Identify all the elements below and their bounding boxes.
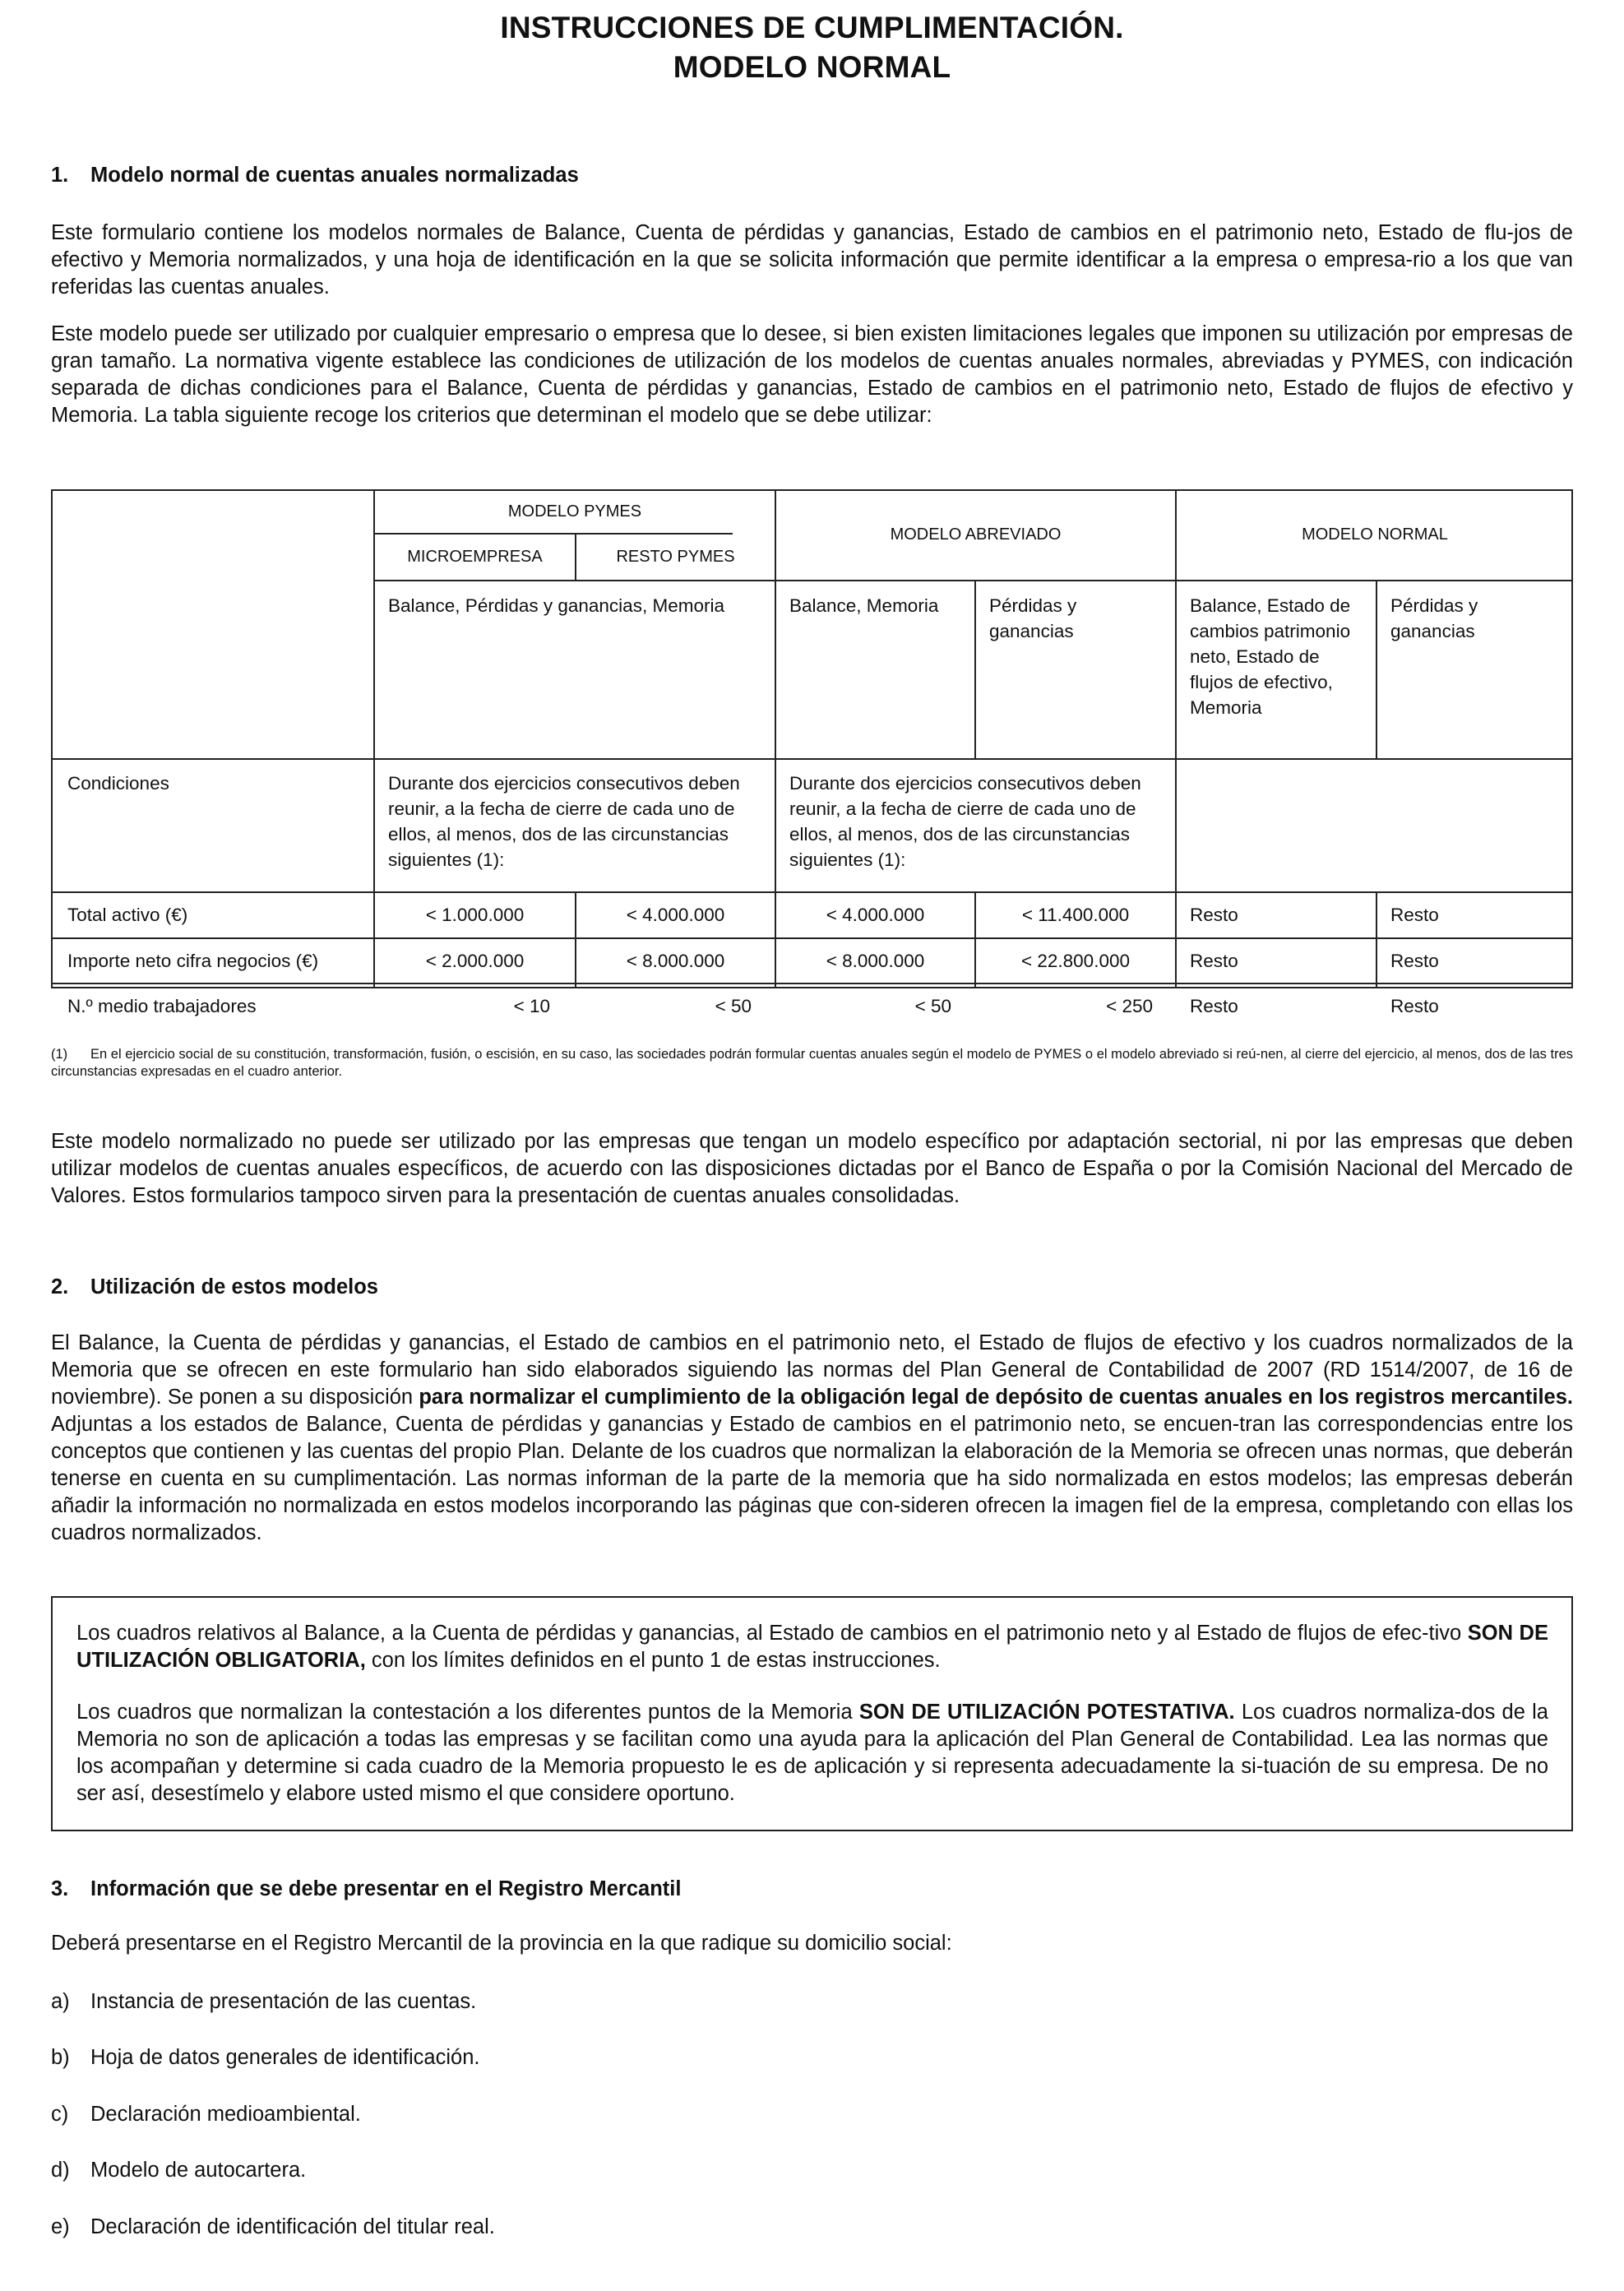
- criteria-table: [51, 489, 1573, 1016]
- document-page: [0, 8, 1624, 2291]
- list-item: [51, 1988, 476, 2015]
- row-value-normal-2: Resto: [1390, 905, 1439, 925]
- document-title: [0, 8, 1624, 87]
- section-number: 3.: [51, 1877, 69, 1900]
- paragraph-bold-text: SON DE UTILIZACIÓN OBLIGATORIA,: [76, 1622, 1548, 1672]
- docs-abreviado-2: Pérdidas y ganancias: [989, 595, 1077, 641]
- paragraph-text: Los cuadros normaliza-dos de la Memoria no son de aplicación a todas las empresas y se facilitan como una ayuda para la aplicación del Plan General de Contabilidad. Lea las normas que los acompañan y determine si cada cuadro de la Memoria propuesto le es de aplicación y si representa adecuadamente la si-tuación de su empresa. De no ser así, desestímelo y elabore usted mismo el que considere oportuno.: [76, 1701, 1548, 1805]
- row-value-normal-1: Resto: [1190, 951, 1238, 971]
- section-number: 2.: [51, 1275, 69, 1298]
- paragraph-text: Adjuntas a los estados de Balance, Cuenta de pérdidas y ganancias y Estado de cambios en el patrimonio neto, se encuen-tran las correspondencias entre los conceptos que contienen y las cuentas del propio Plan. Delante de los cuadros que normalizan la elaboración de la Memoria se ofrecen unas normas, que deberán tenerse en cuenta en su cumplimentación. Las normas informan de la parte de la memoria que ha sido normalizada en estos modelos; las empresas deberán añadir la información no normalizada en estos modelos incorporando las páginas que con-sideren ofrecen la imagen fiel de la empresa, completando con ellas los cuadros normalizados.: [51, 1413, 1573, 1544]
- section-2-heading: [51, 1274, 378, 1300]
- row-value-abreviado-1: < 50: [914, 996, 951, 1016]
- row-value-abreviado-2: < 22.800.000: [1020, 951, 1130, 971]
- row-value-abreviado-2: < 11.400.000: [1021, 905, 1130, 925]
- row-label: Total activo (€): [67, 905, 188, 925]
- header-modelo-normal: MODELO NORMAL: [1302, 525, 1448, 544]
- conditions-pymes: Durante dos ejercicios consecutivos deben reunir, a la fecha de cierre de cada uno de ellos, al menos, dos de las circunstancias siguientes (1):: [388, 773, 740, 870]
- row-value-normal-2: Resto: [1390, 996, 1439, 1016]
- section-3-heading: [51, 1876, 681, 1902]
- section-1-paragraph-2: Este modelo puede ser utilizado por cualquier empresario o empresa que lo desee, si bien existen limitaciones legales que imponen su utilización por empresas de gran tamaño. La normativa vigente establece las condiciones de utilización de los modelos de cuentas anuales normales, abreviadas y PYMES, con indicación separada de dichas condiciones para el Balance, Cuenta de pérdidas y ganancias, Estado de cambios en el patrimonio neto, Estado de flujos de efectivo y Memoria. La tabla siguiente recoge los criterios que determinan el modelo que se debe utilizar:: [51, 322, 1573, 427]
- title-line-2: MODELO NORMAL: [673, 50, 951, 84]
- row-label: N.º medio trabajadores: [67, 996, 257, 1016]
- paragraph-text: Los cuadros que normalizan la contestación a los diferentes puntos de la Memoria: [76, 1701, 859, 1724]
- header-microempresa: MICROEMPRESA: [407, 548, 543, 566]
- list-item: [51, 2044, 479, 2071]
- section-number: 1.: [51, 164, 69, 187]
- row-value-microempresa: < 1.000.000: [425, 905, 525, 925]
- list-item: [51, 2214, 495, 2240]
- list-item-text: Declaración de identificación del titular real.: [90, 2215, 495, 2238]
- header-modelo-pymes: MODELO PYMES: [507, 502, 642, 521]
- list-item-text: Hoja de datos generales de identificación.: [90, 2046, 480, 2069]
- section-3-intro: Deberá presentarse en el Registro Mercantil de la provincia en la que radique su domicilio social:: [51, 1932, 952, 1955]
- row-value-normal-1: Resto: [1190, 996, 1238, 1016]
- notice-paragraph-1: [76, 1620, 1548, 1674]
- row-value-abreviado-2: < 250: [1106, 996, 1153, 1016]
- section-title: Modelo normal de cuentas anuales normalizadas: [90, 164, 579, 187]
- list-marker: c): [51, 2103, 69, 2126]
- docs-normal-2: Pérdidas y ganancias: [1390, 595, 1478, 641]
- paragraph-text: El Balance, la Cuenta de pérdidas y ganancias, el Estado de cambios en el patrimonio neto, el Estado de flujos de efectivo y los cuadros normalizados de la Memoria que se ofrecen en este formulario han sido elaborados siguiendo las normas del Plan General de Contabilidad de 2007 (RD 1514/2007, de 16 de noviembre). Se ponen a su disposición: [51, 1331, 1573, 1409]
- docs-abreviado-1: Balance, Memoria: [789, 595, 939, 616]
- section-1-paragraph-3: Este modelo normalizado no puede ser utilizado por las empresas que tengan un modelo específico por adaptación sectorial, ni por las empresas que deben utilizar modelos de cuentas anuales específicos, de acuerdo con las disposiciones dictadas por el Banco de España o por la Comisión Nacional del Mercado de Valores. Estos formularios tampoco sirven para la presentación de cuentas anuales consolidadas.: [51, 1130, 1573, 1207]
- section-1-paragraph-1: Este formulario contiene los modelos normales de Balance, Cuenta de pérdidas y ganancias, Estado de cambios en el patrimonio neto, Estado de flu-jos de efectivo y Memoria normalizados, y una hoja de identificación en la que se solicita información que permite identificar a la empresa o empresa-rio a los que van referidas las cuentas anuales.: [51, 221, 1573, 299]
- docs-pymes: Balance, Pérdidas y ganancias, Memoria: [388, 595, 724, 616]
- paragraph-bold-text: para normalizar el cumplimiento de la obligación legal de depósito de cuentas anuales en los registros mercantiles.: [419, 1386, 1573, 1409]
- row-value-resto-pymes: < 4.000.000: [626, 905, 725, 925]
- row-value-microempresa: < 2.000.000: [425, 951, 525, 971]
- section-1-heading: [51, 162, 579, 188]
- list-marker: b): [51, 2046, 70, 2069]
- header-modelo-abreviado: MODELO ABREVIADO: [890, 525, 1062, 544]
- list-marker: d): [51, 2159, 70, 2182]
- row-value-resto-pymes: < 50: [715, 996, 752, 1016]
- row-value-microempresa: < 10: [513, 996, 550, 1016]
- footnote-text: En el ejercicio social de su constitución, transformación, fusión, o escisión, en su caso, las sociedades podrán formular cuentas anuales según el modelo de PYMES o el modelo abreviado si reú-nen, al cierre del ejercicio, al menos, dos de las tres circunstancias expresadas en el cuadro anterior.: [51, 1047, 1573, 1079]
- conditions-label: Condiciones: [67, 773, 169, 794]
- footnote-number: (1): [51, 1047, 68, 1062]
- row-value-abreviado-1: < 4.000.000: [826, 905, 925, 925]
- conditions-abreviado: Durante dos ejercicios consecutivos deben reunir, a la fecha de cierre de cada uno de ellos, al menos, dos de las circunstancias siguientes (1):: [789, 773, 1141, 870]
- row-label: Importe neto cifra negocios (€): [67, 951, 319, 971]
- row-value-abreviado-1: < 8.000.000: [826, 951, 925, 971]
- docs-normal-1: Balance, Estado de cambios patrimonio neto, Estado de flujos de efectivo, Memoria: [1190, 595, 1351, 718]
- paragraph-text: con los límites definidos en el punto 1 de estas instrucciones.: [365, 1649, 941, 1672]
- section-2-paragraph: [51, 1330, 1573, 1547]
- notice-paragraph-2: [76, 1699, 1548, 1807]
- list-item-text: Instancia de presentación de las cuentas.: [90, 1990, 477, 2013]
- paragraph-text: Los cuadros relativos al Balance, a la Cuenta de pérdidas y ganancias, al Estado de cambios en el patrimonio neto y al Estado de flujos de efec-tivo: [76, 1622, 1468, 1645]
- title-line-1: INSTRUCCIONES DE CUMPLIMENTACIÓN.: [500, 11, 1124, 44]
- header-resto-pymes: RESTO PYMES: [616, 548, 735, 566]
- paragraph-bold-text: SON DE UTILIZACIÓN POTESTATIVA.: [858, 1701, 1235, 1724]
- section-title: Información que se debe presentar en el Registro Mercantil: [90, 1877, 682, 1900]
- list-marker: e): [51, 2215, 70, 2238]
- list-item-text: Declaración medioambiental.: [90, 2103, 361, 2126]
- table-footnote: [51, 1046, 1573, 1081]
- list-item-text: Modelo de autocartera.: [90, 2159, 307, 2182]
- list-item: [51, 2157, 306, 2183]
- notice-box: [51, 1596, 1573, 1831]
- section-title: Utilización de estos modelos: [90, 1275, 378, 1298]
- list-marker: a): [51, 1990, 70, 2013]
- row-value-normal-1: Resto: [1190, 905, 1238, 925]
- row-value-normal-2: Resto: [1390, 951, 1439, 971]
- row-value-resto-pymes: < 8.000.000: [626, 951, 725, 971]
- list-item: [51, 2101, 361, 2127]
